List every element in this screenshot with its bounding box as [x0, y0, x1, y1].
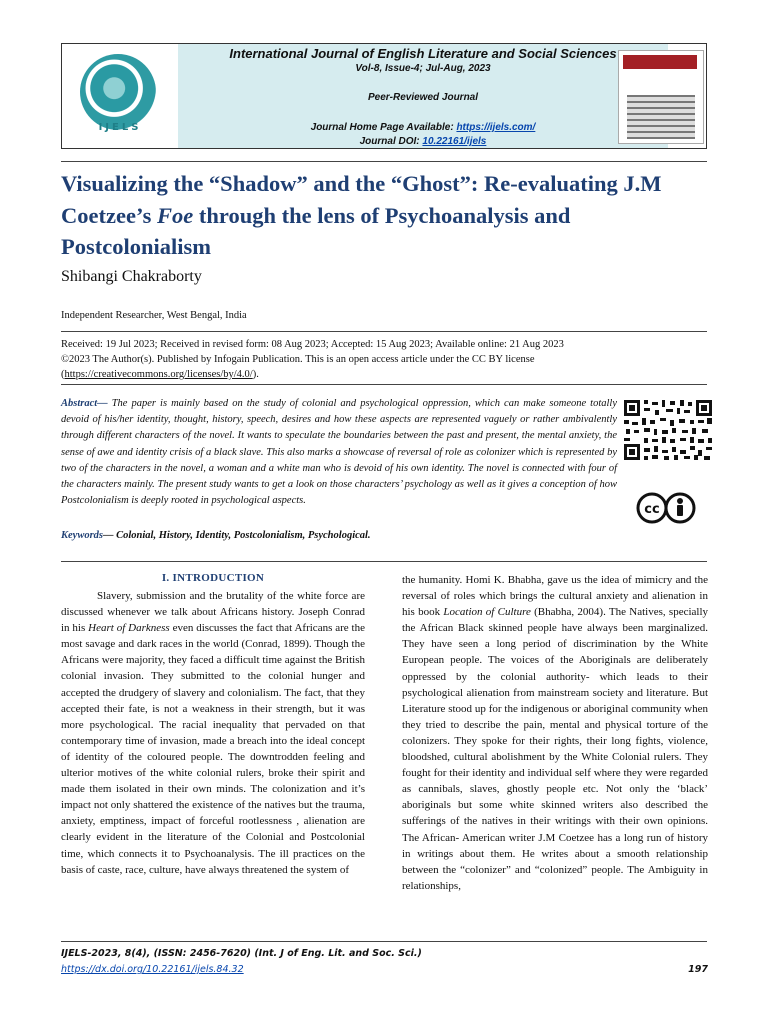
author-affiliation: Independent Researcher, West Bengal, India: [61, 310, 247, 321]
footer-citation: IJELS-2023, 8(4), (ISSN: 2456-7620) (Int. J of Eng. Lit. and Soc. Sci.): [61, 948, 422, 959]
section-heading: I. INTRODUCTION: [161, 572, 265, 584]
publication-dates: [61, 337, 707, 382]
abstract-dash: —: [97, 398, 112, 409]
journal-cover-image: [618, 50, 704, 144]
divider: [61, 384, 707, 385]
paren-open: (: [61, 369, 65, 380]
abstract-label: Abstract: [61, 398, 98, 409]
title-part1: Visualizing the “Shadow” and the “Ghost”: Re-evaluating J.M Coetzee’s: [61, 171, 662, 228]
paragraph-text: Slavery, submission and the brutality of the white force are discussed whenever we talk about Africans history. Joseph Conrad in his: [61, 590, 365, 635]
divider: [61, 161, 707, 162]
title-italic: Foe: [156, 202, 194, 228]
abstract: [61, 396, 617, 509]
doi-line: [178, 136, 668, 147]
home-page-link[interactable]: https://ijels.com/: [456, 122, 536, 133]
keywords: [61, 530, 707, 541]
journal-volume: Vol-8, Issue-4; Jul-Aug, 2023: [355, 63, 491, 74]
journal-title: International Journal of English Literature and Social Sciences: [229, 46, 617, 61]
divider: [61, 561, 707, 562]
creative-commons-icon[interactable]: [636, 492, 696, 524]
logo-text: IJELS: [98, 122, 142, 133]
paragraph-text: even discusses the fact that Africans are the most savage and dark races in the world (Conrad, 1899). Though the Africans were majority, they faced a difficult time against the British colonial invasion. They submitted to the colonial hunger and accepted the drudgery of slavery and colonialism. The fact, that they accepted their fate, is not a weakness in their strength, but it was more psychological. The racial inequality that pervaded on that contemporary time of invasion, made a breach into the ideal concept of identity of the coloured people. The downtrodden feeling and ulterior motives of the white colonial rulers, broke their spirit and made them isolated in their own minds. The colonization and it’s impact not only shattered the existence of the natives but the trauma, anxiety, emptiness, impact of forceful rootlessness , alienation are clearly evident in the literature of the Colonial and Postcolonial time, which connects it to Psychoanalysis. The ill practices on the basis of caste, race, culture, have always threatened the system of: [61, 622, 365, 876]
doi-label: Journal DOI:: [359, 136, 423, 147]
book-title: Location of Culture: [443, 606, 531, 619]
keywords-label: Keywords: [61, 530, 103, 541]
paragraph-text: the humanity. Homi K. Bhabha, gave us the idea of mimicry and the reversal of roles which brings the cultural anxiety and alienation in his book: [402, 574, 708, 619]
journal-header: [61, 43, 707, 149]
page-number: 197: [688, 964, 708, 975]
paragraph-text: (Bhabha, 2004). The Natives, specially the African Black skinned people have always been marginalized. They have seen a long period of discrimination by the White European people. The voices of the Aboriginals are deliberately oppressed by the colonial authority- which leads to their psychological alienation from mainstream society and literature. But Literature stood up for the indigenous or aboriginal community when they tried to describe the pain, mental and physical torture of the colonizers. They spoke for their rights, their long fights, violence, bloodshed, cultural abolishment by the White Colonial rulers. They fought for their identity and individual self where they were regarded as cannibals, slaves, ghostly people etc. Not only the ‘black’ aboriginals but some white skinned writers also described the sufferings of the natives in their writings with their own opinions. The African- American writer J.M Coetzee has a long run of history in writings about them. He writes about a smooth relationship between the “colonizer” and “colonized” people. The Ambiguity in relationships,: [402, 606, 709, 892]
license-link[interactable]: https://creativecommons.org/licenses/by/4.0/: [64, 369, 253, 380]
peer-reviewed-label: Peer-Reviewed Journal: [367, 92, 479, 103]
doi-link[interactable]: 10.22161/ijels: [422, 136, 487, 147]
left-column: [61, 588, 365, 878]
divider: [61, 331, 707, 332]
dates-text: Received: 19 Jul 2023; Received in revised form: 08 Aug 2023; Accepted: 15 Aug 2023; Available online: 21 Aug 2023: [61, 339, 564, 350]
footer-divider: [61, 941, 707, 942]
right-column: [402, 572, 708, 894]
footer-doi-link[interactable]: https://dx.doi.org/10.22161/ijels.84.32: [61, 964, 244, 975]
cover-banner: [623, 55, 697, 69]
svg-text:cc: cc: [644, 502, 660, 517]
abstract-text: The paper is mainly based on the study of colonial and psychological oppression, which can make someone totally devoid of his/her identity, thought, history, speech, desires and how these aspects are represented vaguely or rather ambivalently through different characters of the novel. It wants to speculate the boundaries between the past and present, the mental anxiety, the sense of awe and identity crisis of a black slave. This also marks a showcase of reversal of role as colonizer which is represented by two of the characters in the novel, a woman and a white man who is devoid of his own identity. The novel is connected with four of the characters mainly. The present study wants to get a look on those characters’ psychology as well as it gives a conception of how Postcolonialism is deeply rooted in psychological aspects.: [61, 398, 618, 507]
qr-code-icon[interactable]: [622, 398, 714, 462]
title-part2: through the lens of Psychoanalysis and Postcolonialism: [61, 202, 571, 259]
book-title: Heart of Darkness: [88, 622, 170, 635]
home-page-line: [178, 122, 668, 133]
globe-icon: [80, 54, 156, 130]
license-text: ©2023 The Author(s). Published by Infogain Publication. This is an open access article under the CC BY license: [61, 354, 535, 365]
paren-close: ).: [252, 369, 259, 380]
license-url-line: [61, 367, 707, 382]
books-illustration: [627, 95, 695, 139]
home-page-label: Journal Home Page Available:: [310, 122, 457, 133]
journal-logo: [62, 44, 178, 148]
article-title: [61, 168, 721, 263]
keywords-text: — Colonial, History, Identity, Postcolonialism, Psychological.: [103, 530, 371, 541]
author-name: Shibangi Chakraborty: [61, 268, 202, 285]
intro-paragraph: [61, 588, 365, 878]
continued-paragraph: [402, 572, 708, 894]
